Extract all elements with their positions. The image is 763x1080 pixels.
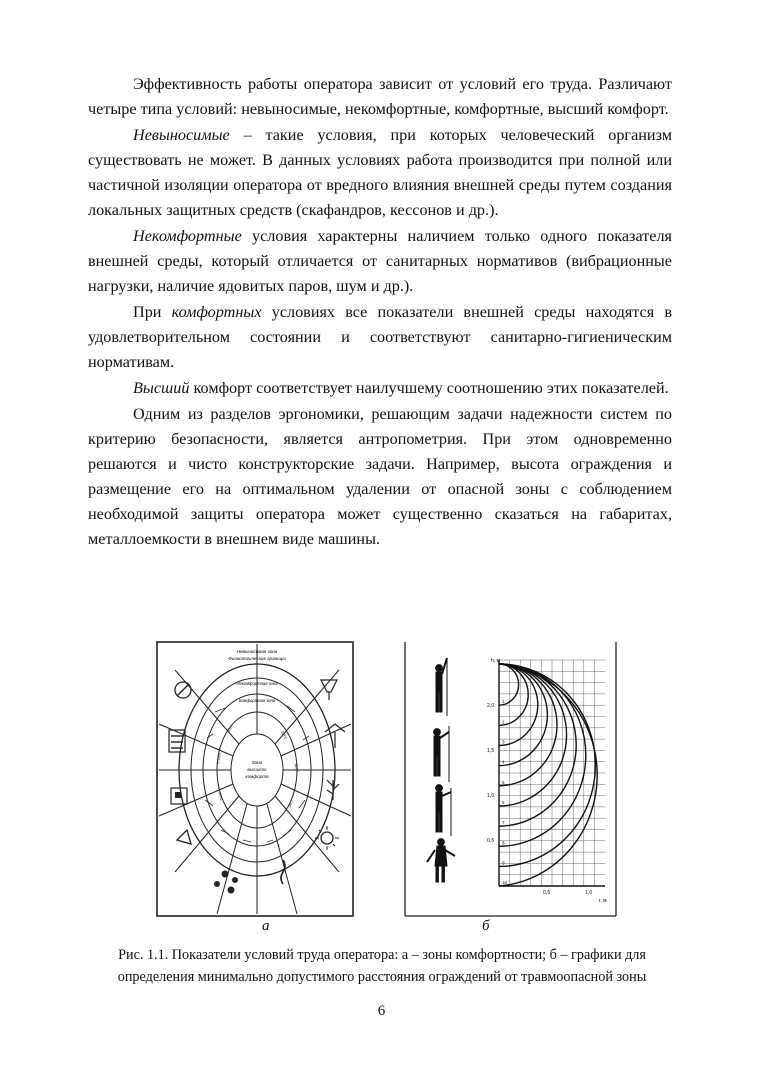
text-run: При <box>133 303 172 321</box>
paragraph <box>88 300 672 375</box>
svg-text:Давл.: Давл. <box>294 763 300 774</box>
center-zone-line2: высшего <box>247 767 267 772</box>
curve-label: 6 <box>502 799 505 805</box>
svg-text:Вибр.: Вибр. <box>280 730 289 741</box>
curve-label: 8 <box>502 840 505 846</box>
x-tick: 0,5 <box>543 890 551 896</box>
comfort-zones-diagram <box>157 642 353 916</box>
y-tick: 2,0 <box>487 703 495 709</box>
body-text <box>88 72 672 552</box>
paragraph <box>88 224 672 299</box>
italic-term: комфортных <box>171 303 262 321</box>
italic-term: Высший <box>133 379 190 397</box>
uncomfortable-zone-label: Некомфортная зона <box>236 681 278 686</box>
curve-label: 5 <box>502 779 505 785</box>
svg-text:Свет: Свет <box>287 799 294 809</box>
curve-label: 9 <box>502 860 505 866</box>
text-run: Одним из разделов эргономики, решающим задачи надежности систем по критерию безопасности, является антропометрия. При этом одновременно решаются и чисто конструкторские задачи. Например, высота ограждения и размещение его на оптимальном удалении от опасной зоны с соблюдением необходимой защиты оператора может существенно сказаться на габаритах, металлоемкости в внешнем виде машины. <box>88 405 672 548</box>
italic-term: Невыносимые <box>133 126 230 144</box>
paragraph <box>88 402 672 552</box>
curve-label: 2 <box>502 719 505 725</box>
figure-label-a: а <box>262 918 270 934</box>
paragraph <box>88 376 672 401</box>
italic-term: Некомфортные <box>133 227 242 245</box>
y-tick: 0,5 <box>487 838 495 844</box>
curve-label: 4 <box>502 759 505 765</box>
page-number: 6 <box>377 1003 386 1019</box>
text-run: условия характерны наличием только одного показателя внешней среды, который отличается от санитарных нормативов (вибрационные нагрузки, наличие ядовитых паров, шум и др.). <box>88 227 672 295</box>
curve-label: 1 <box>502 699 505 705</box>
y-tick: 1,0 <box>487 793 495 799</box>
comfortable-zone-label: Комфортная зона <box>238 698 276 703</box>
paragraph <box>88 123 672 223</box>
curve-label: 7 <box>502 820 505 826</box>
graph-grid <box>487 658 607 904</box>
svg-text:Шум: Шум <box>226 723 234 733</box>
y-tick: 1,5 <box>487 748 495 754</box>
text-run: Эффективность работы оператора зависит от условий его труда. Различают четыре типа условий: невыносимые, некомфортные, комфортные, высший комфорт. <box>88 75 672 118</box>
text-run: комфорт соответствует наилучшему соотношению этих показателей. <box>189 379 669 397</box>
svg-text:Влажн.: Влажн. <box>216 751 223 765</box>
text-run: – такие условия, при которых человеческий организм существовать не может. В данных условиях работа производится при полной или частичной изоляции оператора от вредного влияния внешней среды путем создания локальных защитных средств (скафандров, кессонов и др.). <box>88 126 672 219</box>
svg-text:Темп.: Темп. <box>216 790 224 802</box>
distance-graph-panel <box>405 642 616 916</box>
outer-zone-label: Невыносимая зона <box>236 649 278 654</box>
center-zone-line3: комфорта <box>245 774 269 779</box>
text-run: условиях все показатели внешней среды находятся в удовлетворительном состоянии и соответствуют санитарно-гигиеническим нормативам. <box>88 303 672 371</box>
distance-curve <box>499 664 595 866</box>
limit-label: Физиологические границы <box>228 656 286 661</box>
figure-caption: Рис. 1.1. Показатели условий труда оператора: а – зоны комфортности; б – графики для определения минимально допустимого расстояния ограждений от травмоопасной зоны <box>117 947 647 985</box>
figure-label-b: б <box>482 918 490 934</box>
figure-1-1 <box>155 640 617 918</box>
x-axis-label: r, м <box>599 898 607 904</box>
y-axis-label: h, м <box>491 658 500 664</box>
center-zone-line1: Зона <box>251 760 263 765</box>
paragraph <box>88 72 672 122</box>
curve-label: 10 <box>502 880 508 885</box>
human-silhouettes <box>427 658 455 882</box>
curve-label: 3 <box>502 739 505 745</box>
x-tick: 1,0 <box>585 890 593 896</box>
